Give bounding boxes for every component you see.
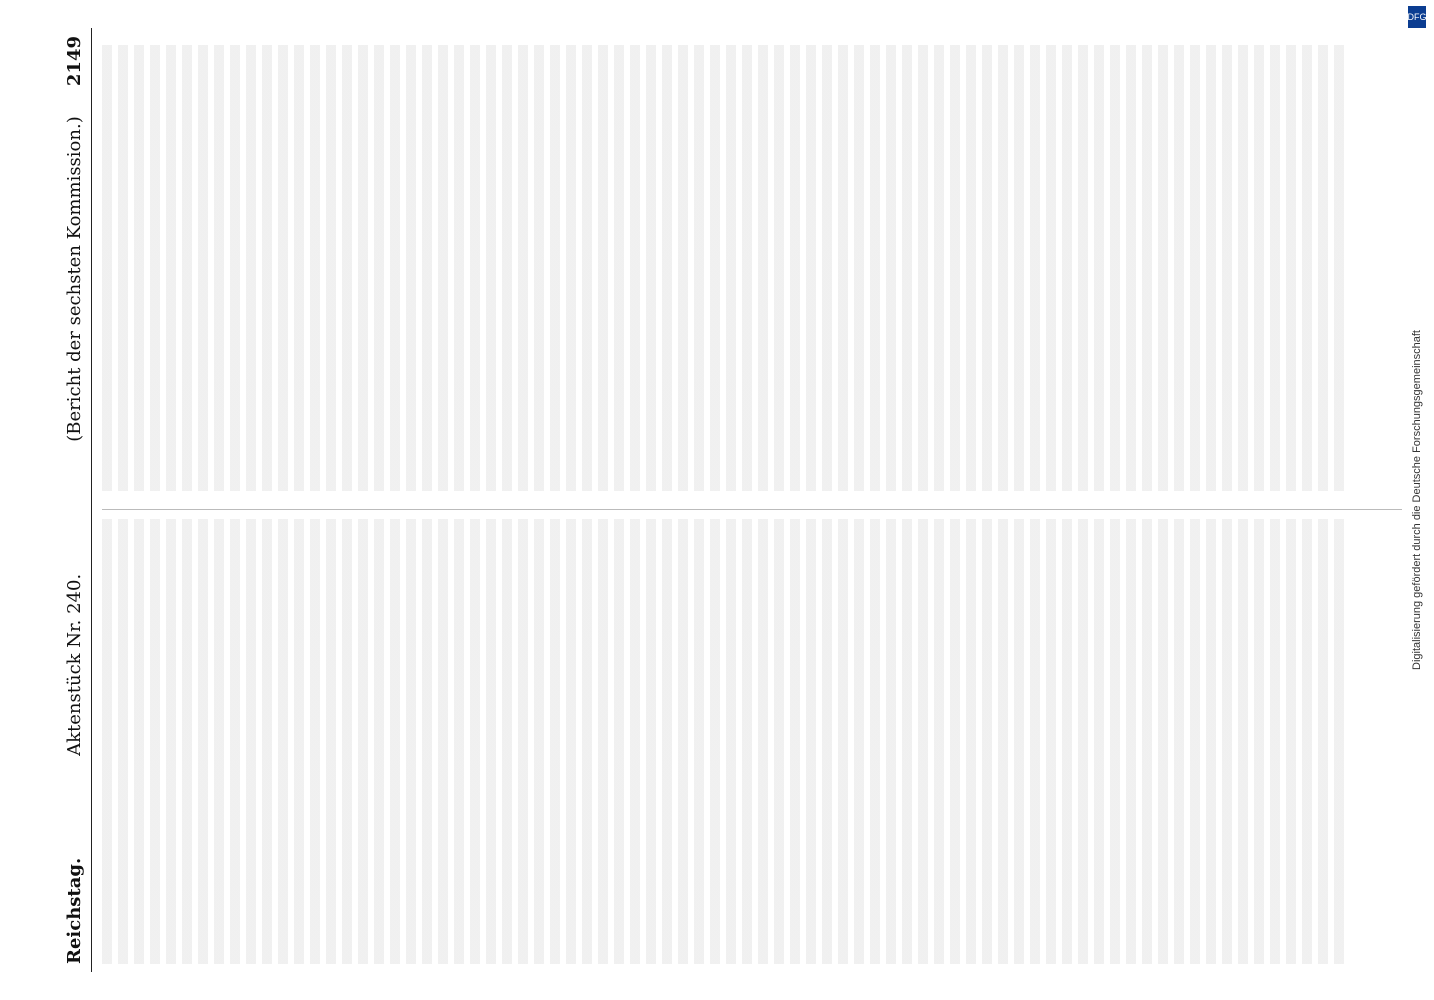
page-number: 2149 (64, 36, 85, 87)
right-column-text-placeholder (102, 45, 1350, 491)
dfg-logo-text: DFG (1407, 12, 1427, 22)
header-center-left: Aktenstück Nr. 240. (64, 573, 85, 756)
text-columns (92, 28, 1412, 972)
page-header (60, 28, 92, 972)
right-column (102, 36, 1402, 491)
left-column-text-placeholder (102, 519, 1350, 964)
header-center-right: (Bericht der sechsten Kommission.) (64, 116, 85, 442)
header-left: Reichstag. (64, 857, 85, 964)
left-column (102, 509, 1402, 964)
sidebar-credit-text: Digitalisierung gefördert durch die Deutsche Forschungsgemeinschaft (1411, 330, 1423, 670)
sidebar-credit (1408, 0, 1426, 1000)
rotated-page-area (60, 28, 1420, 972)
page-content (60, 28, 1420, 972)
